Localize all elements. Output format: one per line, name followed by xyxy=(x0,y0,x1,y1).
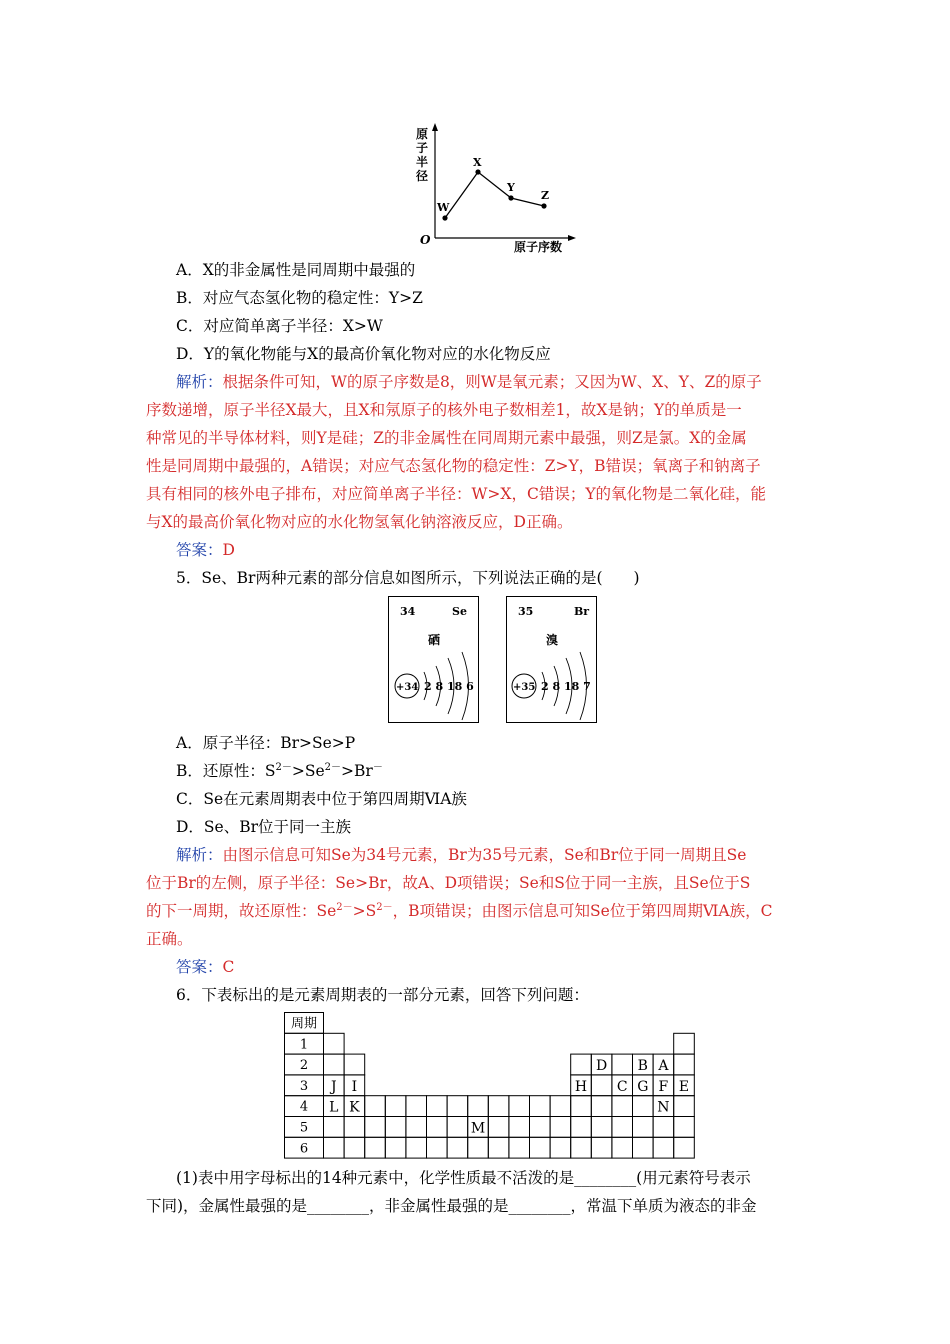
q5-option-b-sup-3: － xyxy=(372,761,383,773)
q5-answer xyxy=(176,957,234,977)
table-cell xyxy=(344,1117,365,1138)
element-n: N xyxy=(657,1099,670,1116)
table-cell xyxy=(427,1137,448,1158)
q5-analysis-line-2: 位于Br的左侧，原子半径：Se>Br，故A、D项错误；Se和S位于同一主族，且Se位于S xyxy=(146,874,751,892)
q5-analysis-3-a: 的下一周期，故还原性：Se xyxy=(146,902,337,920)
q5-analysis-label: 解析： xyxy=(176,846,223,864)
q4-answer-label: 答案： xyxy=(176,541,223,559)
period-label: 5 xyxy=(299,1120,309,1136)
q4-option-c: C．对应简单离子半径：X>W xyxy=(176,317,383,335)
br-nucleus-charge: +35 xyxy=(513,682,536,693)
point-y xyxy=(508,195,513,200)
table-cell xyxy=(427,1096,448,1117)
table-cell xyxy=(612,1096,633,1117)
q6-sub1-line-2: 下同)，金属性最强的是________，非金属性最强的是________，常温下单质为液态的非金 xyxy=(146,1197,757,1215)
point-w-label: W xyxy=(437,201,450,214)
table-cell xyxy=(344,1054,365,1075)
origin-label: O xyxy=(420,233,431,247)
table-cell xyxy=(385,1117,406,1138)
q5-answer-value: C xyxy=(222,958,235,976)
element-l: L xyxy=(329,1099,339,1116)
q4-option-a: A．X的非金属性是同周期中最强的 xyxy=(176,261,416,279)
table-cell xyxy=(591,1137,612,1158)
table-cell xyxy=(324,1054,345,1075)
q5-option-a: A．原子半径：Br>Se>P xyxy=(176,734,356,752)
table-cell xyxy=(324,1117,345,1138)
table-cell xyxy=(509,1137,530,1158)
se-symbol: Se xyxy=(452,605,467,618)
q5-option-b xyxy=(176,761,383,781)
br-symbol: Br xyxy=(574,605,590,618)
element-i: I xyxy=(351,1078,358,1095)
q4-analysis-line-5: 具有相同的核外电子排布，对应简单离子半径：W>X，C错误；Y的氧化物是二氧化硅，能 xyxy=(146,485,767,503)
element-e: E xyxy=(678,1078,690,1095)
q4-analysis-text-1: 根据条件可知，W的原子序数是8，则W是氧元素；又因为W、X、Y、Z的原子 xyxy=(222,373,762,391)
q5-option-c: C．Se在元素周期表中位于第四周期ⅥA族 xyxy=(176,790,467,808)
table-cell xyxy=(447,1096,468,1117)
table-cell xyxy=(653,1137,674,1158)
y-axis-label-4: 径 xyxy=(416,169,429,183)
q5-analysis-text-1: 由图示信息可知Se为34号元素，Br为35号元素，Se和Br位于同一周期且Se xyxy=(222,846,747,864)
q4-answer-value: D xyxy=(222,541,235,559)
table-cell xyxy=(488,1096,509,1117)
point-z-label: Z xyxy=(541,189,550,202)
se-nucleus-charge: +34 xyxy=(396,682,419,693)
element-k: K xyxy=(349,1099,360,1116)
table-cell xyxy=(633,1096,654,1117)
element-g: G xyxy=(637,1078,649,1095)
table-cell xyxy=(612,1137,633,1158)
q5-option-b-sup-2: 2－ xyxy=(324,761,342,773)
table-cell xyxy=(344,1137,365,1158)
point-w xyxy=(442,215,447,220)
table-cell xyxy=(591,1075,612,1096)
atomic-radius-graph xyxy=(400,120,600,258)
period-label: 6 xyxy=(299,1141,309,1157)
point-z xyxy=(541,203,546,208)
point-x-label: X xyxy=(473,156,482,169)
q5-analysis-3-c: ，B项错误；由图示信息可知Se位于第四周期ⅥA族，C xyxy=(392,902,773,920)
q4-answer xyxy=(176,540,235,560)
table-cell xyxy=(365,1137,386,1158)
table-cell xyxy=(674,1137,695,1158)
q5-option-b-text-3: >Br xyxy=(341,762,373,780)
q5-analysis-3-sup2: 2－ xyxy=(376,901,393,913)
element-h: H xyxy=(574,1078,588,1095)
q5-analysis-line-1 xyxy=(176,845,746,865)
table-cell xyxy=(488,1137,509,1158)
q5-analysis-3-sup1: 2－ xyxy=(336,901,353,913)
point-x xyxy=(475,169,480,174)
table-cell xyxy=(324,1033,345,1054)
table-cell xyxy=(571,1096,592,1117)
q6-sub1-line-1: (1)表中用字母标出的14种元素中，化学性质最不活泼的是________(用元素符号表示 xyxy=(176,1169,751,1187)
se-atomic-number: 34 xyxy=(400,605,416,618)
period-label: 1 xyxy=(299,1037,309,1053)
se-name: 硒 xyxy=(428,633,441,647)
table-cell xyxy=(550,1117,571,1138)
element-card-br xyxy=(506,596,598,724)
table-cell xyxy=(406,1117,427,1138)
q4-analysis-label: 解析： xyxy=(176,373,223,391)
br-name: 溴 xyxy=(546,633,559,647)
table-cell xyxy=(633,1137,654,1158)
element-j: J xyxy=(330,1078,337,1095)
q4-analysis-line-6: 与X的最高价氧化物对应的水化物氢氧化钠溶液反应，D正确。 xyxy=(146,513,573,531)
q5-option-b-sup-1: 2－ xyxy=(275,761,292,773)
table-cell xyxy=(612,1054,633,1075)
table-cell xyxy=(674,1117,695,1138)
table-cell xyxy=(509,1117,530,1138)
table-header: 周期 xyxy=(290,1016,318,1032)
q4-option-b: B．对应气态氢化物的稳定性：Y>Z xyxy=(176,289,423,307)
table-cell xyxy=(591,1096,612,1117)
br-shells: 2 8 18 7 xyxy=(541,680,591,693)
period-label: 3 xyxy=(299,1078,309,1094)
q4-analysis-line-3: 种常见的半导体材料，则Y是硅；Z的非金属性在同周期元素中最强，则Z是氯。X的金属 xyxy=(146,429,747,447)
table-cell xyxy=(653,1117,674,1138)
period-label: 2 xyxy=(299,1058,309,1074)
table-cell xyxy=(550,1096,571,1117)
table-cell xyxy=(427,1117,448,1138)
q4-analysis-line-4: 性是同周期中最强的，A错误；对应气态氢化物的稳定性：Z>Y，B错误；氧离子和钠离子 xyxy=(146,457,761,475)
q5-option-d: D．Se、Br位于同一主族 xyxy=(176,818,352,836)
q5-option-b-text-1: B．还原性：S xyxy=(176,762,276,780)
element-b: B xyxy=(637,1058,648,1075)
element-a: A xyxy=(658,1058,669,1075)
table-cell xyxy=(612,1117,633,1138)
table-cell xyxy=(385,1137,406,1158)
table-cell xyxy=(488,1117,509,1138)
table-cell xyxy=(633,1117,654,1138)
q4-option-d: D．Y的氧化物能与X的最高价氧化物对应的水化物反应 xyxy=(176,345,551,363)
element-c: C xyxy=(616,1078,628,1095)
table-cell xyxy=(447,1137,468,1158)
q4-analysis-line-2: 序数递增，原子半径X最大，且X和氖原子的核外电子数相差1，故X是钠；Y的单质是一 xyxy=(146,401,742,419)
table-cell xyxy=(385,1096,406,1117)
y-axis-label-2: 子 xyxy=(416,141,429,155)
element-f: F xyxy=(658,1078,669,1095)
q5-analysis-3-b: >S xyxy=(352,902,377,920)
element-m: M xyxy=(470,1120,486,1137)
q6-stem: 6．下表标出的是元素周期表的一部分元素，回答下列问题： xyxy=(176,986,589,1004)
table-cell xyxy=(324,1137,345,1158)
y-axis-label-1: 原 xyxy=(416,127,429,141)
element-card-se xyxy=(388,596,480,724)
q4-analysis-line-1 xyxy=(176,372,762,392)
periodic-table-fragment xyxy=(284,1012,704,1162)
table-cell xyxy=(571,1117,592,1138)
table-cell xyxy=(365,1117,386,1138)
table-cell xyxy=(591,1117,612,1138)
q5-analysis-line-4: 正确。 xyxy=(146,930,193,948)
table-cell xyxy=(530,1137,551,1158)
point-y-label: Y xyxy=(507,181,515,194)
q5-analysis-line-3 xyxy=(146,901,772,921)
br-atomic-number: 35 xyxy=(518,605,534,618)
table-cell xyxy=(571,1137,592,1158)
table-cell xyxy=(406,1096,427,1117)
table-cell xyxy=(468,1137,489,1158)
table-cell xyxy=(447,1117,468,1138)
element-d: D xyxy=(595,1058,608,1075)
y-axis-label-3: 半 xyxy=(416,155,429,169)
q5-stem: 5．Se、Br两种元素的部分信息如图所示，下列说法正确的是( ) xyxy=(176,569,640,587)
table-cell xyxy=(674,1054,695,1075)
table-cell xyxy=(468,1096,489,1117)
x-axis-label: 原子序数 xyxy=(514,240,563,254)
q5-answer-label: 答案： xyxy=(176,958,223,976)
se-shells: 2 8 18 6 xyxy=(424,680,474,693)
table-cell xyxy=(550,1137,571,1158)
table-cell xyxy=(406,1137,427,1158)
y-axis-arrow xyxy=(432,123,438,131)
table-cell xyxy=(530,1096,551,1117)
period-label: 4 xyxy=(299,1099,309,1115)
q5-option-b-text-2: >Se xyxy=(291,762,325,780)
table-cell xyxy=(509,1096,530,1117)
table-cell xyxy=(365,1096,386,1117)
radius-line xyxy=(445,172,544,218)
x-axis-arrow xyxy=(568,235,576,241)
table-cell xyxy=(571,1054,592,1075)
table-cell xyxy=(674,1033,695,1054)
table-cell xyxy=(674,1096,695,1117)
table-cell xyxy=(530,1117,551,1138)
